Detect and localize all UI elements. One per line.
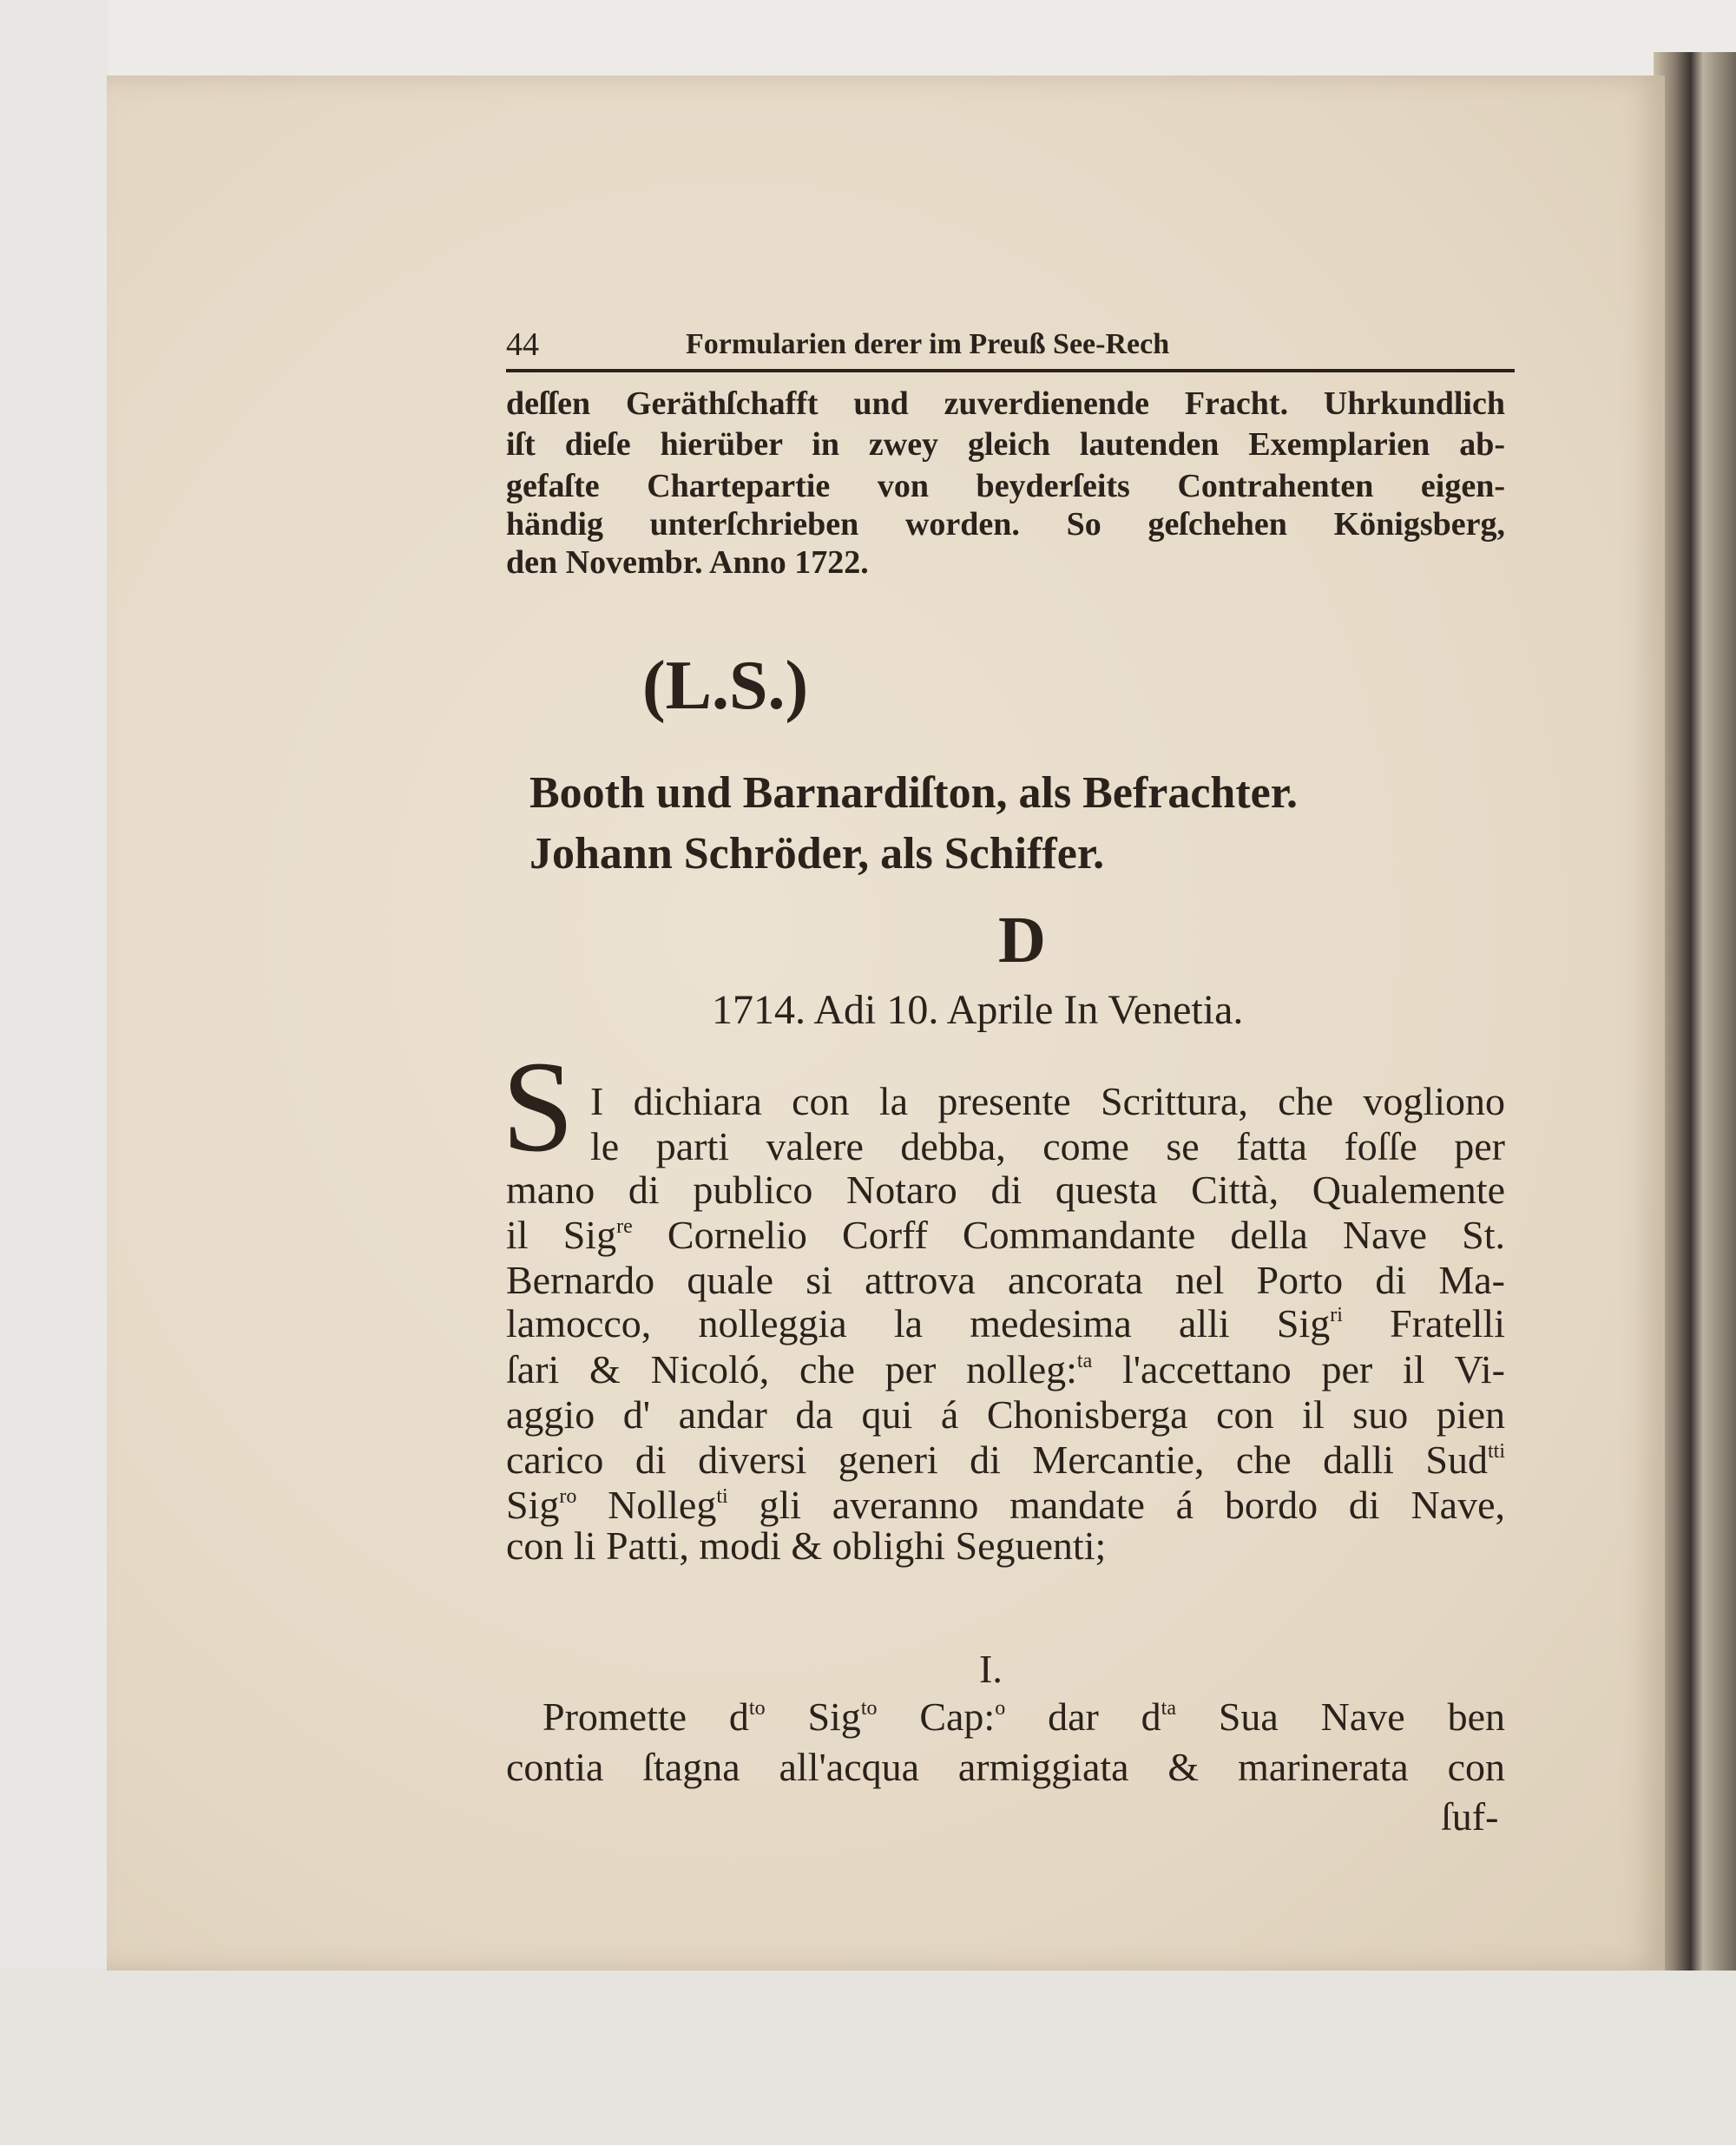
text-line (506, 1170, 1505, 1210)
text-segment: Sua Nave ben (1175, 1694, 1505, 1739)
text-line (590, 1079, 1505, 1123)
text-segment: Nolleg (576, 1483, 717, 1527)
scan-background-top (0, 0, 1736, 76)
text-line (590, 1124, 1505, 1168)
text-segment: ſari & Nicoló, che per nolleg: (506, 1347, 1077, 1392)
scan-background-left (0, 0, 108, 2145)
text-line (506, 1392, 1505, 1437)
scan-background-bottom (0, 1969, 1736, 2145)
text-segment: lamocco, nolleggia la medesima alli Sig (506, 1301, 1331, 1346)
text-line (506, 1440, 1505, 1480)
book-page-edges (1654, 52, 1736, 1971)
signature-skipper: Johann Schröder, als Schiffer. (529, 829, 1105, 878)
superscript-abbreviation: tti (1487, 1440, 1505, 1463)
german-text-line: iſt dieſe hierüber in zwey gleich lautenden Exemplarien ab- (506, 426, 1505, 463)
superscript-abbreviation: re (616, 1215, 633, 1238)
superscript-abbreviation: to (748, 1697, 766, 1720)
text-segment: carico di diversi generi di Mercantie, che dalli Sud (506, 1438, 1488, 1482)
superscript-abbreviation: o (995, 1697, 1006, 1720)
text-line (506, 1301, 1505, 1346)
text-line (506, 1260, 1505, 1300)
signature-charterers: Booth und Barnardiſton, als Befrachter. (529, 768, 1299, 818)
text-segment: Promette d (542, 1694, 749, 1739)
text-segment: dar d (1005, 1694, 1161, 1739)
text-line (506, 1747, 1505, 1787)
text-segment: aggio d' andar da qui á Chonisberga con il suo pien (506, 1392, 1505, 1437)
text-segment: il Sig (506, 1213, 617, 1257)
text-segment: Bernardo quale si attrova ancorata nel Porto di Ma- (506, 1258, 1505, 1302)
running-title: Formularien derer im Preuß See-Rech (686, 328, 1170, 360)
section-letter: D (998, 904, 1046, 977)
text-line (506, 1523, 1107, 1568)
date-line: 1714. Adi 10. Aprile In Venetia. (712, 987, 1244, 1033)
text-segment: contia ſtagna all'acqua armiggiata & marinerata con (506, 1745, 1505, 1789)
german-text-line: deſſen Geräthſchafft und zuverdienende Fracht. Uhrkundlich (506, 385, 1505, 422)
text-segment: Cornelio Corff Commandante della Nave St. (632, 1213, 1505, 1257)
superscript-abbreviation: ri (1330, 1304, 1343, 1326)
text-segment: con li Patti, modi & oblighi Seguenti; (506, 1523, 1107, 1568)
text-segment: l'accettano per il Vi- (1092, 1347, 1506, 1392)
catchword: ſuf- (1441, 1794, 1499, 1839)
text-line (506, 1215, 1505, 1255)
text-segment: le parti valere debba, come se fatta foſſe per (590, 1124, 1505, 1168)
drop-cap: S (502, 1035, 575, 1179)
header-rule (506, 369, 1515, 372)
german-text-line: händig unterſchrieben worden. So geſchehen Königsberg, (506, 506, 1505, 543)
superscript-abbreviation: ti (716, 1485, 728, 1508)
german-text-line: gefaſte Chartepart​ie von beyderſeits Contrahenten eigen- (506, 468, 1505, 504)
text-line (506, 1347, 1506, 1392)
superscript-abbreviation: ta (1161, 1697, 1176, 1720)
page-number: 44 (506, 326, 539, 363)
text-line (506, 1485, 1505, 1525)
superscript-abbreviation: ta (1076, 1350, 1093, 1372)
text-segment: Sig (765, 1694, 861, 1739)
text-line (542, 1694, 1505, 1739)
text-segment: Fratelli (1342, 1301, 1505, 1346)
text-segment: I dichiara con la presente Scrittura, che vogliono (590, 1079, 1505, 1123)
superscript-abbreviation: ro (559, 1485, 577, 1508)
superscript-abbreviation: to (860, 1697, 878, 1720)
text-segment: gli averanno mandate á bordo di Nave, (727, 1483, 1506, 1527)
seal-mark: (L.S.) (642, 648, 809, 724)
text-segment: Cap: (877, 1694, 996, 1739)
text-segment: mano di publico Notaro di questa Città, Qualemente (506, 1168, 1505, 1212)
text-segment: Sig (506, 1483, 560, 1527)
article-number: I. (979, 1647, 1003, 1691)
german-text-line: den Novembr. Anno 1722. (506, 544, 869, 581)
